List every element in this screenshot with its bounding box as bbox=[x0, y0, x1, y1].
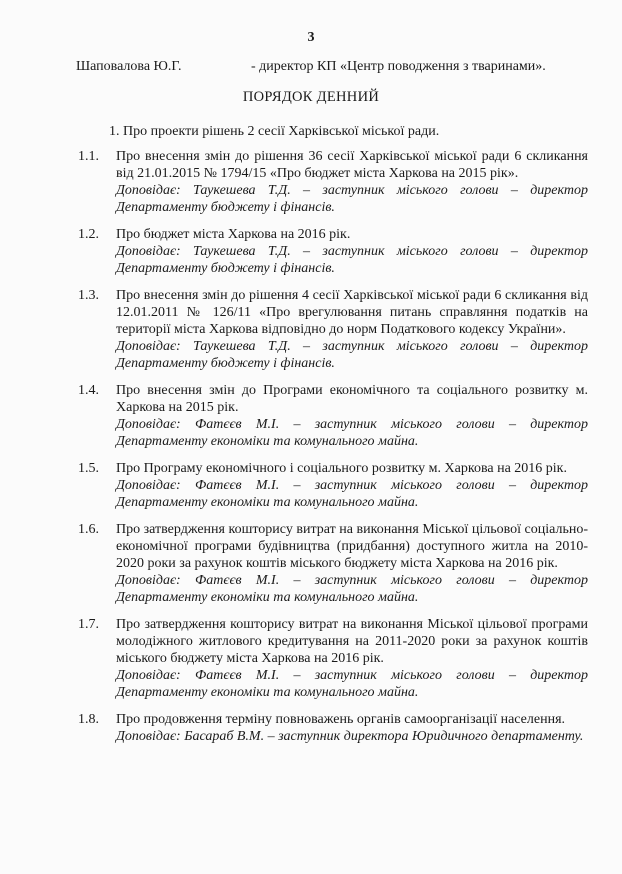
item-text: Про внесення змін до рішення 36 сесії Харківської міської ради 6 скликання від 21.01.2015 № 1794/15 «Про бюджет міста Харкова на 2015 рік». bbox=[116, 149, 588, 181]
item-body bbox=[116, 521, 588, 606]
agenda-item bbox=[78, 460, 588, 511]
agenda-item bbox=[78, 148, 588, 216]
item-number: 1.7. bbox=[78, 617, 99, 632]
item-text: Про Програму економічного і соціального розвитку м. Харкова на 2016 рік. bbox=[116, 461, 567, 476]
agenda-item bbox=[78, 521, 588, 606]
agenda-item bbox=[78, 226, 588, 277]
item-text: Про бюджет міста Харкова на 2016 рік. bbox=[116, 227, 351, 242]
item-number: 1.6. bbox=[78, 522, 99, 537]
item-body bbox=[116, 460, 588, 511]
item-number: 1.4. bbox=[78, 383, 99, 398]
agenda-item bbox=[78, 616, 588, 701]
agenda-item bbox=[78, 287, 588, 372]
page-number: 3 bbox=[307, 30, 315, 45]
item-speaker: Доповідає: Фатєєв М.І. – заступник міського голови – директор Департаменту економіки та комунального майна. bbox=[116, 478, 588, 510]
item-speaker: Доповідає: Фатєєв М.І. – заступник міського голови – директор Департаменту економіки та комунального майна. bbox=[116, 573, 588, 605]
agenda-item bbox=[78, 382, 588, 450]
item-number: 1.3. bbox=[78, 288, 99, 303]
item-speaker: Доповідає: Басараб В.М. – заступник директора Юридичного департаменту. bbox=[116, 729, 584, 744]
agenda-title: ПОРЯДОК ДЕННИЙ bbox=[242, 89, 380, 105]
item-text: Про продовження терміну повноважень органів самоорганізації населення. bbox=[116, 712, 566, 727]
section-heading: 1. Про проекти рішень 2 сесії Харківської міської ради. bbox=[109, 124, 440, 139]
agenda-items bbox=[78, 148, 588, 755]
item-text: Про затвердження кошторису витрат на виконання Міської цільової програми молодіжного житлового кредитування на 2011-2020 роки за рахунок коштів міського бюджету міста Харкова на 2016 рік. bbox=[116, 617, 588, 666]
attendee-role: - директор КП «Центр поводження з тваринами». bbox=[251, 59, 546, 74]
item-body bbox=[116, 382, 588, 450]
item-body bbox=[116, 148, 588, 216]
item-body bbox=[116, 616, 588, 701]
item-number: 1.1. bbox=[78, 149, 99, 164]
item-body bbox=[116, 711, 588, 745]
item-body bbox=[116, 226, 588, 277]
item-number: 1.5. bbox=[78, 461, 99, 476]
item-body bbox=[116, 287, 588, 372]
item-speaker: Доповідає: Таукешева Т.Д. – заступник міського голови – директор Департаменту бюджету і фінансів. bbox=[116, 339, 588, 371]
item-text: Про внесення змін до рішення 4 сесії Харківської міської ради 6 скликання від 12.01.2011 № 126/11 «Про врегулювання питань справляння податків на території міста Харкова відповідно до норм Податкового кодексу України». bbox=[116, 288, 588, 337]
item-text: Про затвердження кошторису витрат на виконання Міської цільової соціально-економічної програми будівництва (придбання) доступного житла на 2010-2020 роки за рахунок коштів міського бюджету міста Харкова на 2016 рік. bbox=[116, 522, 588, 571]
item-speaker: Доповідає: Таукешева Т.Д. – заступник міського голови – директор Департаменту бюджету і фінансів. bbox=[116, 244, 588, 276]
item-speaker: Доповідає: Фатєєв М.І. – заступник міського голови – директор Департаменту економіки та комунального майна. bbox=[116, 417, 588, 449]
agenda-item bbox=[78, 711, 588, 745]
item-number: 1.8. bbox=[78, 712, 99, 727]
item-speaker: Доповідає: Фатєєв М.І. – заступник міського голови – директор Департаменту економіки та комунального майна. bbox=[116, 668, 588, 700]
item-number: 1.2. bbox=[78, 227, 99, 242]
item-speaker: Доповідає: Таукешева Т.Д. – заступник міського голови – директор Департаменту бюджету і фінансів. bbox=[116, 183, 588, 215]
attendee-name: Шаповалова Ю.Г. bbox=[76, 59, 182, 74]
item-text: Про внесення змін до Програми економічного та соціального розвитку м. Харкова на 2015 рік. bbox=[116, 383, 588, 415]
